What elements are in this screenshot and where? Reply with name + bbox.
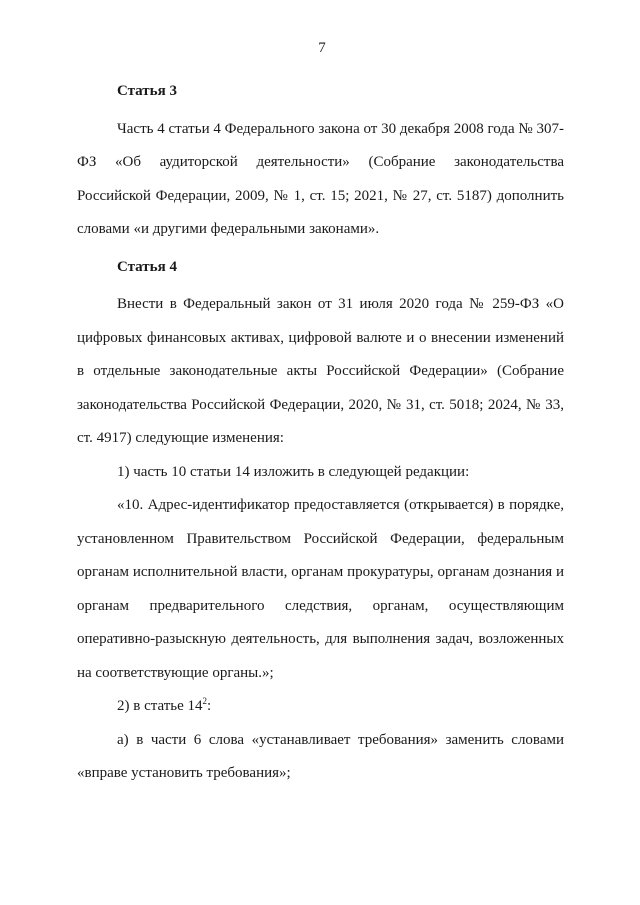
article-3-text: Часть 4 статьи 4 Федерального закона от 30 декабря 2008 года № 307-ФЗ «Об аудиторской деятельности» (Собрание законодательства Российской Федерации, 2009, № 1, ст. 15; 2021, № 27, ст. 5187) дополнить словами «и другими федеральными законами». [77,120,564,237]
item-2-colon: : [207,698,212,714]
item-2-superscript: 2 [202,696,208,706]
article-4-heading: Статья 4 [117,258,177,275]
article-4-intro: Внести в Федеральный закон от 31 июля 2020 года № 259-ФЗ «О цифровых финансовых активах, цифровой валюте и о внесении изменений в отдельные законодательные акты Российской Федерации» (Собрание законодательства Российской Федерации, 2020, № 31, ст. 5018; 2024, № 33, ст. 4917) следующие изменения: [77,296,564,446]
article-4-item-1: 1) часть 10 статьи 14 изложить в следующей редакции: [117,463,470,480]
article-3-heading: Статья 3 [117,83,177,99]
article-4-quote: «10. Адрес-идентификатор предоставляется (открывается) в порядке, установленном Правительством Российской Федерации, федеральным органам исполнительной власти, органам прокуратуры, органам дознания и органам предварительного следствия, органам, осуществляющим оперативно-разыскную деятельность, для выполнения задач, возложенных на соответствующие органы.»; [77,497,564,681]
document-body [77,75,564,791]
page-number: 7 [318,40,326,56]
article-4-item-2 [77,690,564,724]
article-4-item-2a: а) в части 6 слова «устанавливает требования» заменить словами «вправе установить требования»; [77,731,564,781]
item-2-text: 2) в статье 14 [117,698,203,714]
